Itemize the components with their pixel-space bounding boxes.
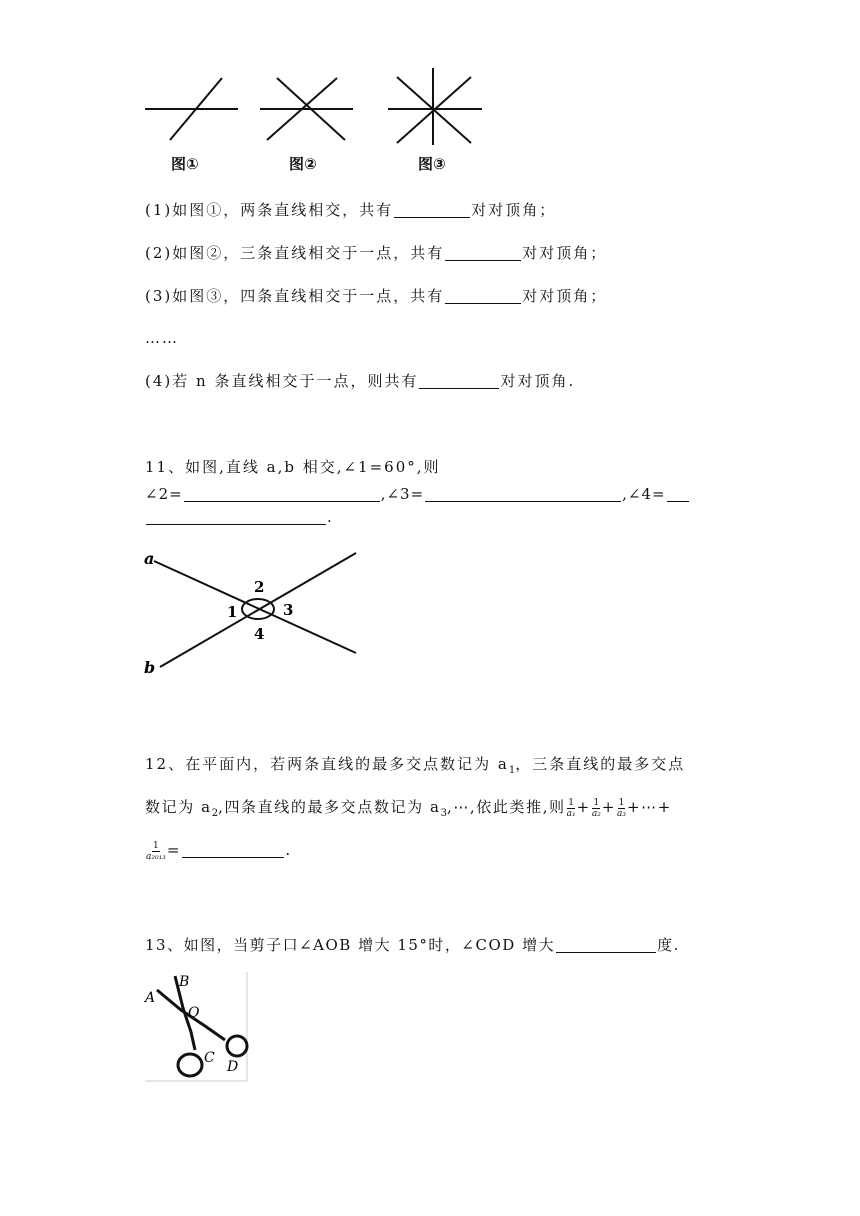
- q11-angle3-blank[interactable]: [425, 485, 621, 502]
- q11-answers-line2: .: [145, 507, 334, 527]
- q12-fraction-1: $\frac{1}{\text{a₁}}$: [566, 797, 576, 819]
- q11-label-3: 3: [283, 601, 294, 619]
- q10-part3-blank[interactable]: [445, 287, 521, 304]
- q12-line3: $\frac{1}{\text{a₂₀₁₃}}$ = .: [146, 840, 293, 862]
- q10-part4: (4)若 n 条直线相交于一点，则共有 对对顶角.: [145, 372, 576, 390]
- figure-3-caption: 图③: [418, 155, 446, 173]
- figure-1: [140, 75, 250, 150]
- q13-scissors-figure: [143, 970, 249, 1082]
- q12-fraction-3: $\frac{1}{\text{a₃}}$: [616, 797, 626, 819]
- q11-angle2-blank[interactable]: [184, 485, 380, 502]
- q11-angle4-blank-a[interactable]: [667, 485, 689, 502]
- q13-label-O: O: [188, 1005, 200, 1021]
- q10-part1: (1)如图①，两条直线相交，共有 对对顶角；: [145, 201, 557, 219]
- figure-2-caption: 图②: [289, 155, 317, 173]
- q11-answers-line: ∠2= ,∠3= ,∠4=: [145, 484, 690, 504]
- q13-label-B: B: [179, 974, 190, 990]
- q13-label-A: A: [145, 990, 156, 1006]
- q11-stem: 11、如图,直线 a,b 相交,∠1=60°,则: [145, 458, 441, 476]
- q11-label-2: 2: [254, 578, 265, 596]
- q11-label-4: 4: [254, 625, 265, 643]
- q11-figure: [140, 545, 365, 680]
- q11-label-b: b: [144, 658, 156, 677]
- q11-angle4-blank-b[interactable]: [146, 508, 326, 525]
- q12-answer-blank[interactable]: [182, 841, 284, 858]
- q13-stem: 13、如图，当剪子口∠AOB 增大 15°时，∠COD 增大 度.: [145, 936, 680, 954]
- q10-part2: (2)如图②，三条直线相交于一点，共有 对对顶角；: [145, 244, 608, 262]
- q10-part2-blank[interactable]: [445, 244, 521, 261]
- q12-fraction-last: $\frac{1}{\text{a₂₀₁₃}}$: [146, 840, 166, 862]
- q12-line2: 数记为 $a_2$,四条直线的最多交点数记为 $a_3,\cdots$,依此类推,则 $\frac{1}{\text{a₁}}$ + $\frac{1}{\text{a₂}}$ + $\frac{1}{\text{a₃}}$ +⋯+: [145, 797, 672, 819]
- q10-part1-blank[interactable]: [394, 201, 470, 218]
- q12-fraction-2: $\frac{1}{\text{a₂}}$: [591, 797, 601, 819]
- figure-3: [385, 65, 490, 150]
- q10-part3: (3)如图③，四条直线相交于一点，共有 对对顶角；: [145, 287, 608, 305]
- q10-ellipsis: ……: [145, 329, 179, 347]
- q12-line1: 12、在平面内，若两条直线的最多交点数记为 $a_1$，三条直线的最多交点: [145, 755, 686, 776]
- q11-label-a: a: [144, 549, 155, 568]
- q10-part4-blank[interactable]: [419, 372, 499, 389]
- q13-label-C: C: [204, 1050, 215, 1066]
- q11-label-1: 1: [227, 603, 238, 621]
- figure-1-caption: 图①: [171, 155, 199, 173]
- figure-2: [255, 70, 360, 150]
- q13-label-D: D: [227, 1059, 239, 1075]
- q13-answer-blank[interactable]: [556, 936, 656, 953]
